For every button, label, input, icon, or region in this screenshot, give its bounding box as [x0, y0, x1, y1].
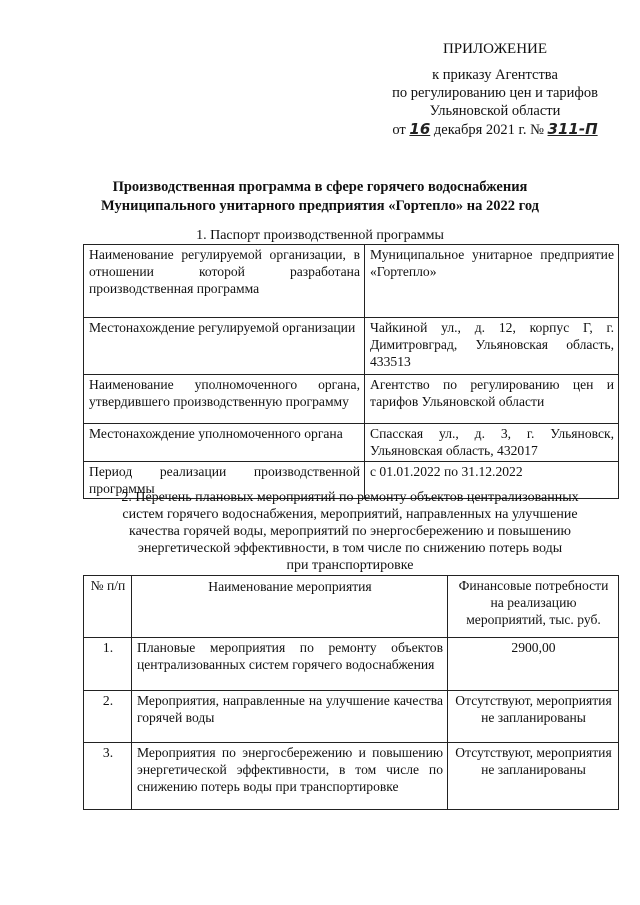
passport-value: с 01.01.2022 по 31.12.2022	[365, 462, 619, 499]
table-row	[84, 638, 619, 691]
appendix-block	[380, 40, 610, 139]
table-row	[84, 245, 619, 318]
passport-value: Муниципальное унитарное предприятие «Гортепло»	[365, 245, 619, 318]
header-fin: Финансовые потребности на реализацию мероприятий, тыс. руб.	[448, 576, 619, 638]
passport-label: Местонахождение регулируемой организации	[84, 318, 365, 375]
table-header-row	[84, 576, 619, 638]
appendix-title: ПРИЛОЖЕНИЕ	[442, 41, 548, 57]
row-num: 3.	[84, 743, 132, 810]
passport-value: Чайкиной ул., д. 12, корпус Г, г. Димитровград, Ульяновская область, 433513	[365, 318, 619, 375]
passport-value: Спасская ул., д. 3, г. Ульяновск, Ульяновская область, 432017	[365, 424, 619, 462]
handwritten-day: 16	[409, 120, 431, 138]
row-num: 1.	[84, 638, 132, 691]
appendix-date-line	[380, 120, 610, 139]
heading-line: систем горячего водоснабжения, мероприятий, направленных на улучшение	[122, 507, 578, 522]
row-name: Мероприятия, направленные на улучшение качества горячей воды	[132, 691, 448, 743]
appendix-line: по регулированию цен и тарифов	[392, 85, 598, 101]
date-rest: декабря 2021 г. №	[433, 122, 544, 138]
passport-label: Наименование регулируемой организации, в отношении которой разработана производственная программа	[84, 245, 365, 318]
table-row	[84, 691, 619, 743]
row-fin: Отсутствуют, мероприятия не запланированы	[448, 743, 619, 810]
document-title	[0, 178, 640, 216]
row-fin: Отсутствуют, мероприятия не запланированы	[448, 691, 619, 743]
table-row	[84, 424, 619, 462]
header-name: Наименование мероприятия	[132, 576, 448, 638]
date-prefix: от	[392, 122, 406, 138]
title-line-2: Муниципального унитарного предприятия «Гортепло» на 2022 год	[101, 198, 539, 214]
passport-label: Местонахождение уполномоченного органа	[84, 424, 365, 462]
handwritten-order-number: 311-П	[547, 120, 598, 138]
passport-value: Агентство по регулированию цен и тарифов Ульяновской области	[365, 375, 619, 424]
table-row	[84, 375, 619, 424]
measures-table	[83, 575, 619, 810]
passport-label: Наименование уполномоченного органа, утвердившего производственную программу	[84, 375, 365, 424]
row-num: 2.	[84, 691, 132, 743]
heading-line: качества горячей воды, мероприятий по энергосбережению и повышению	[129, 524, 571, 539]
row-name: Мероприятия по энергосбережению и повышению энергетической эффективности, в том числе по снижению потерь воды при транспортировке	[132, 743, 448, 810]
passport-table	[83, 244, 619, 499]
section-2-heading	[80, 489, 620, 574]
table-row	[84, 318, 619, 375]
passport-label: Период реализации производственной программы	[84, 462, 365, 499]
appendix-line: к приказу Агентства	[432, 67, 558, 83]
row-name: Плановые мероприятия по ремонту объектов централизованных систем горячего водоснабжения	[132, 638, 448, 691]
table-row	[84, 743, 619, 810]
row-fin: 2900,00	[448, 638, 619, 691]
heading-line: при транспортировке	[286, 558, 414, 573]
title-line-1: Производственная программа в сфере горячего водоснабжения	[112, 179, 528, 195]
section-1-heading: 1. Паспорт производственной программы	[196, 228, 444, 243]
header-num: № п/п	[84, 576, 132, 638]
appendix-line: Ульяновской области	[429, 103, 561, 119]
heading-line: энергетической эффективности, в том числе по снижению потерь воды	[137, 541, 563, 556]
heading-line: 2. Перечень плановых мероприятий по ремонту объектов централизованных	[121, 490, 579, 505]
